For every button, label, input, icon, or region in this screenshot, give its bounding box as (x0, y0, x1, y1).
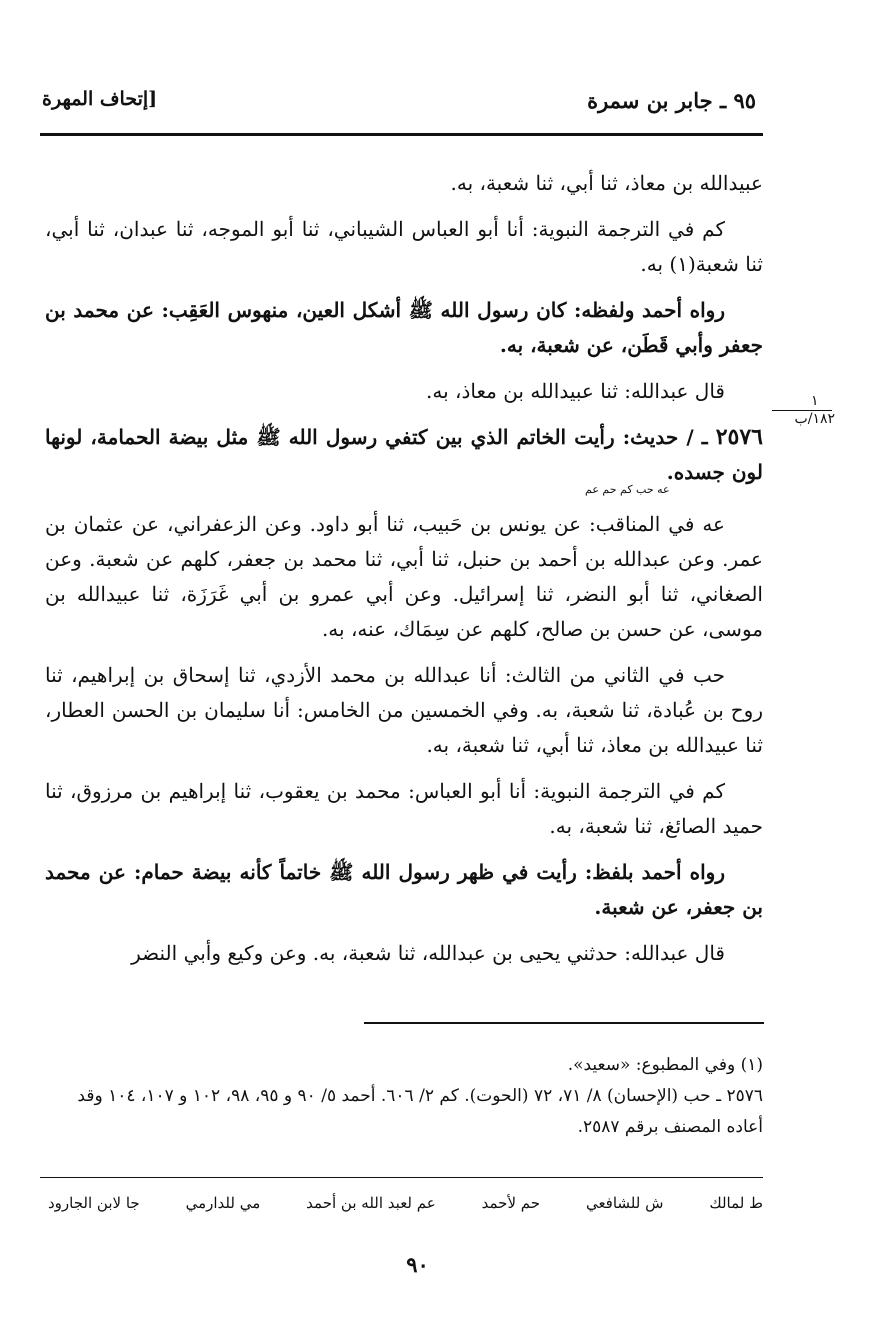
paragraph: عبيدالله بن معاذ، ثنا أبي، ثنا شعبة، به. (450, 171, 763, 195)
sigla-key (48, 1194, 763, 1212)
sigla-item: ط لمالك (709, 1194, 763, 1212)
footnote-rule (364, 1022, 764, 1024)
hadith-text: ـ / حديث: رأيت الخاتم الذي بين كتفي رسول الله ﷺ مثل بيضة الحمامة، لونها لون جسده. (45, 425, 763, 484)
paragraph: رواه أحمد بلفظ: رأيت في ظهر رسول الله ﷺ خاتماً كأنه بيضة حمام: عن محمد بن جعفر، عن شعبة. (45, 860, 763, 919)
paragraph: عه في المناقب: عن يونس بن حَبيب، ثنا أبو داود. وعن الزعفراني، عن عثمان بن عمر. وعن عبدالله بن أحمد بن حنبل، ثنا أبي، ثنا محمد بن جعفر، كلهم عن شعبة. وعن الصغاني، ثنا أبو النضر، ثنا إسرائيل. وعن أبي عمرو بن أبي غَرَزَة، ثنا عبيدالله بن موسى، عن حسن بن صالح، كلهم عن سِمَاك، عنه، به. (45, 512, 763, 641)
sigla-item: مي للدارمي (185, 1194, 261, 1212)
paragraph: كم في الترجمة النبوية: أنا أبو العباس الشيباني، ثنا أبو الموجه، ثنا عبدان، ثنا أبي، ثنا شعبة(١) به. (45, 217, 763, 276)
paragraph: رواه أحمد ولفظه: كان رسول الله ﷺ أشكل العين، منهوس العَقِب: عن محمد بن جعفر وأبي قَطَن، عن شعبة، به. (45, 298, 763, 357)
paragraph: كم في الترجمة النبوية: أنا أبو العباس: محمد بن يعقوب، ثنا إبراهيم بن مرزوق، ثنا حميد الصائغ، ثنا شعبة، به. (45, 779, 763, 838)
sigla-rule (40, 1177, 763, 1178)
page-number: ٩٠ (406, 1252, 429, 1277)
hadith-number: ٢٥٧٦ (715, 424, 763, 450)
sigla-item: عم لعبد الله بن أحمد (306, 1194, 436, 1212)
sigla-item: حم لأحمد (481, 1194, 541, 1212)
paragraph: قال عبدالله: حدثني يحيى بن عبدالله، ثنا شعبة، به. وعن وكيع وأبي النضر (131, 941, 725, 965)
header-rule (40, 133, 763, 136)
main-text (45, 166, 763, 982)
book-title-heading: [إتحاف المهرة (42, 88, 158, 110)
sigla-item: ش للشافعي (585, 1194, 664, 1212)
footnote: ٢٥٧٦ ـ حب (الإحسان) ٨/ ٧١، ٧٢ (الحوت). كم ٢/ ٦٠٦. أحمد ٥/ ٩٠ و ٩٥، ٩٨، ١٠٢ و ١٠٧، ١٠٤ وقد أعاده المصنف برقم ٢٥٨٧. (77, 1086, 763, 1137)
margin-ref-folio: ١٨٢/ب (794, 411, 835, 427)
hadith-entry (45, 420, 763, 496)
margin-ref-top: ١ (811, 393, 819, 409)
paragraph: قال عبدالله: ثنا عبيدالله بن معاذ، به. (426, 379, 725, 403)
hadith-sigla: عه حب كم حم عم (585, 483, 670, 496)
margin-rule (772, 410, 832, 411)
footnotes (53, 1050, 763, 1143)
footnote: (١) وفي المطبوع: «سعيد». (567, 1055, 763, 1075)
chapter-heading: ٩٥ ـ جابر بن سمرة (587, 88, 756, 113)
sigla-item: جا لابن الجارود (48, 1194, 140, 1212)
paragraph: حب في الثاني من الثالث: أنا عبدالله بن محمد الأزدي، ثنا إسحاق بن إبراهيم، ثنا روح بن عُبادة، ثنا شعبة، به. وفي الخمسين من الخامس: أنا سليمان بن الحسن العطار، ثنا عبيدالله بن معاذ، ثنا أبي، ثنا شعبة، به. (45, 663, 763, 757)
